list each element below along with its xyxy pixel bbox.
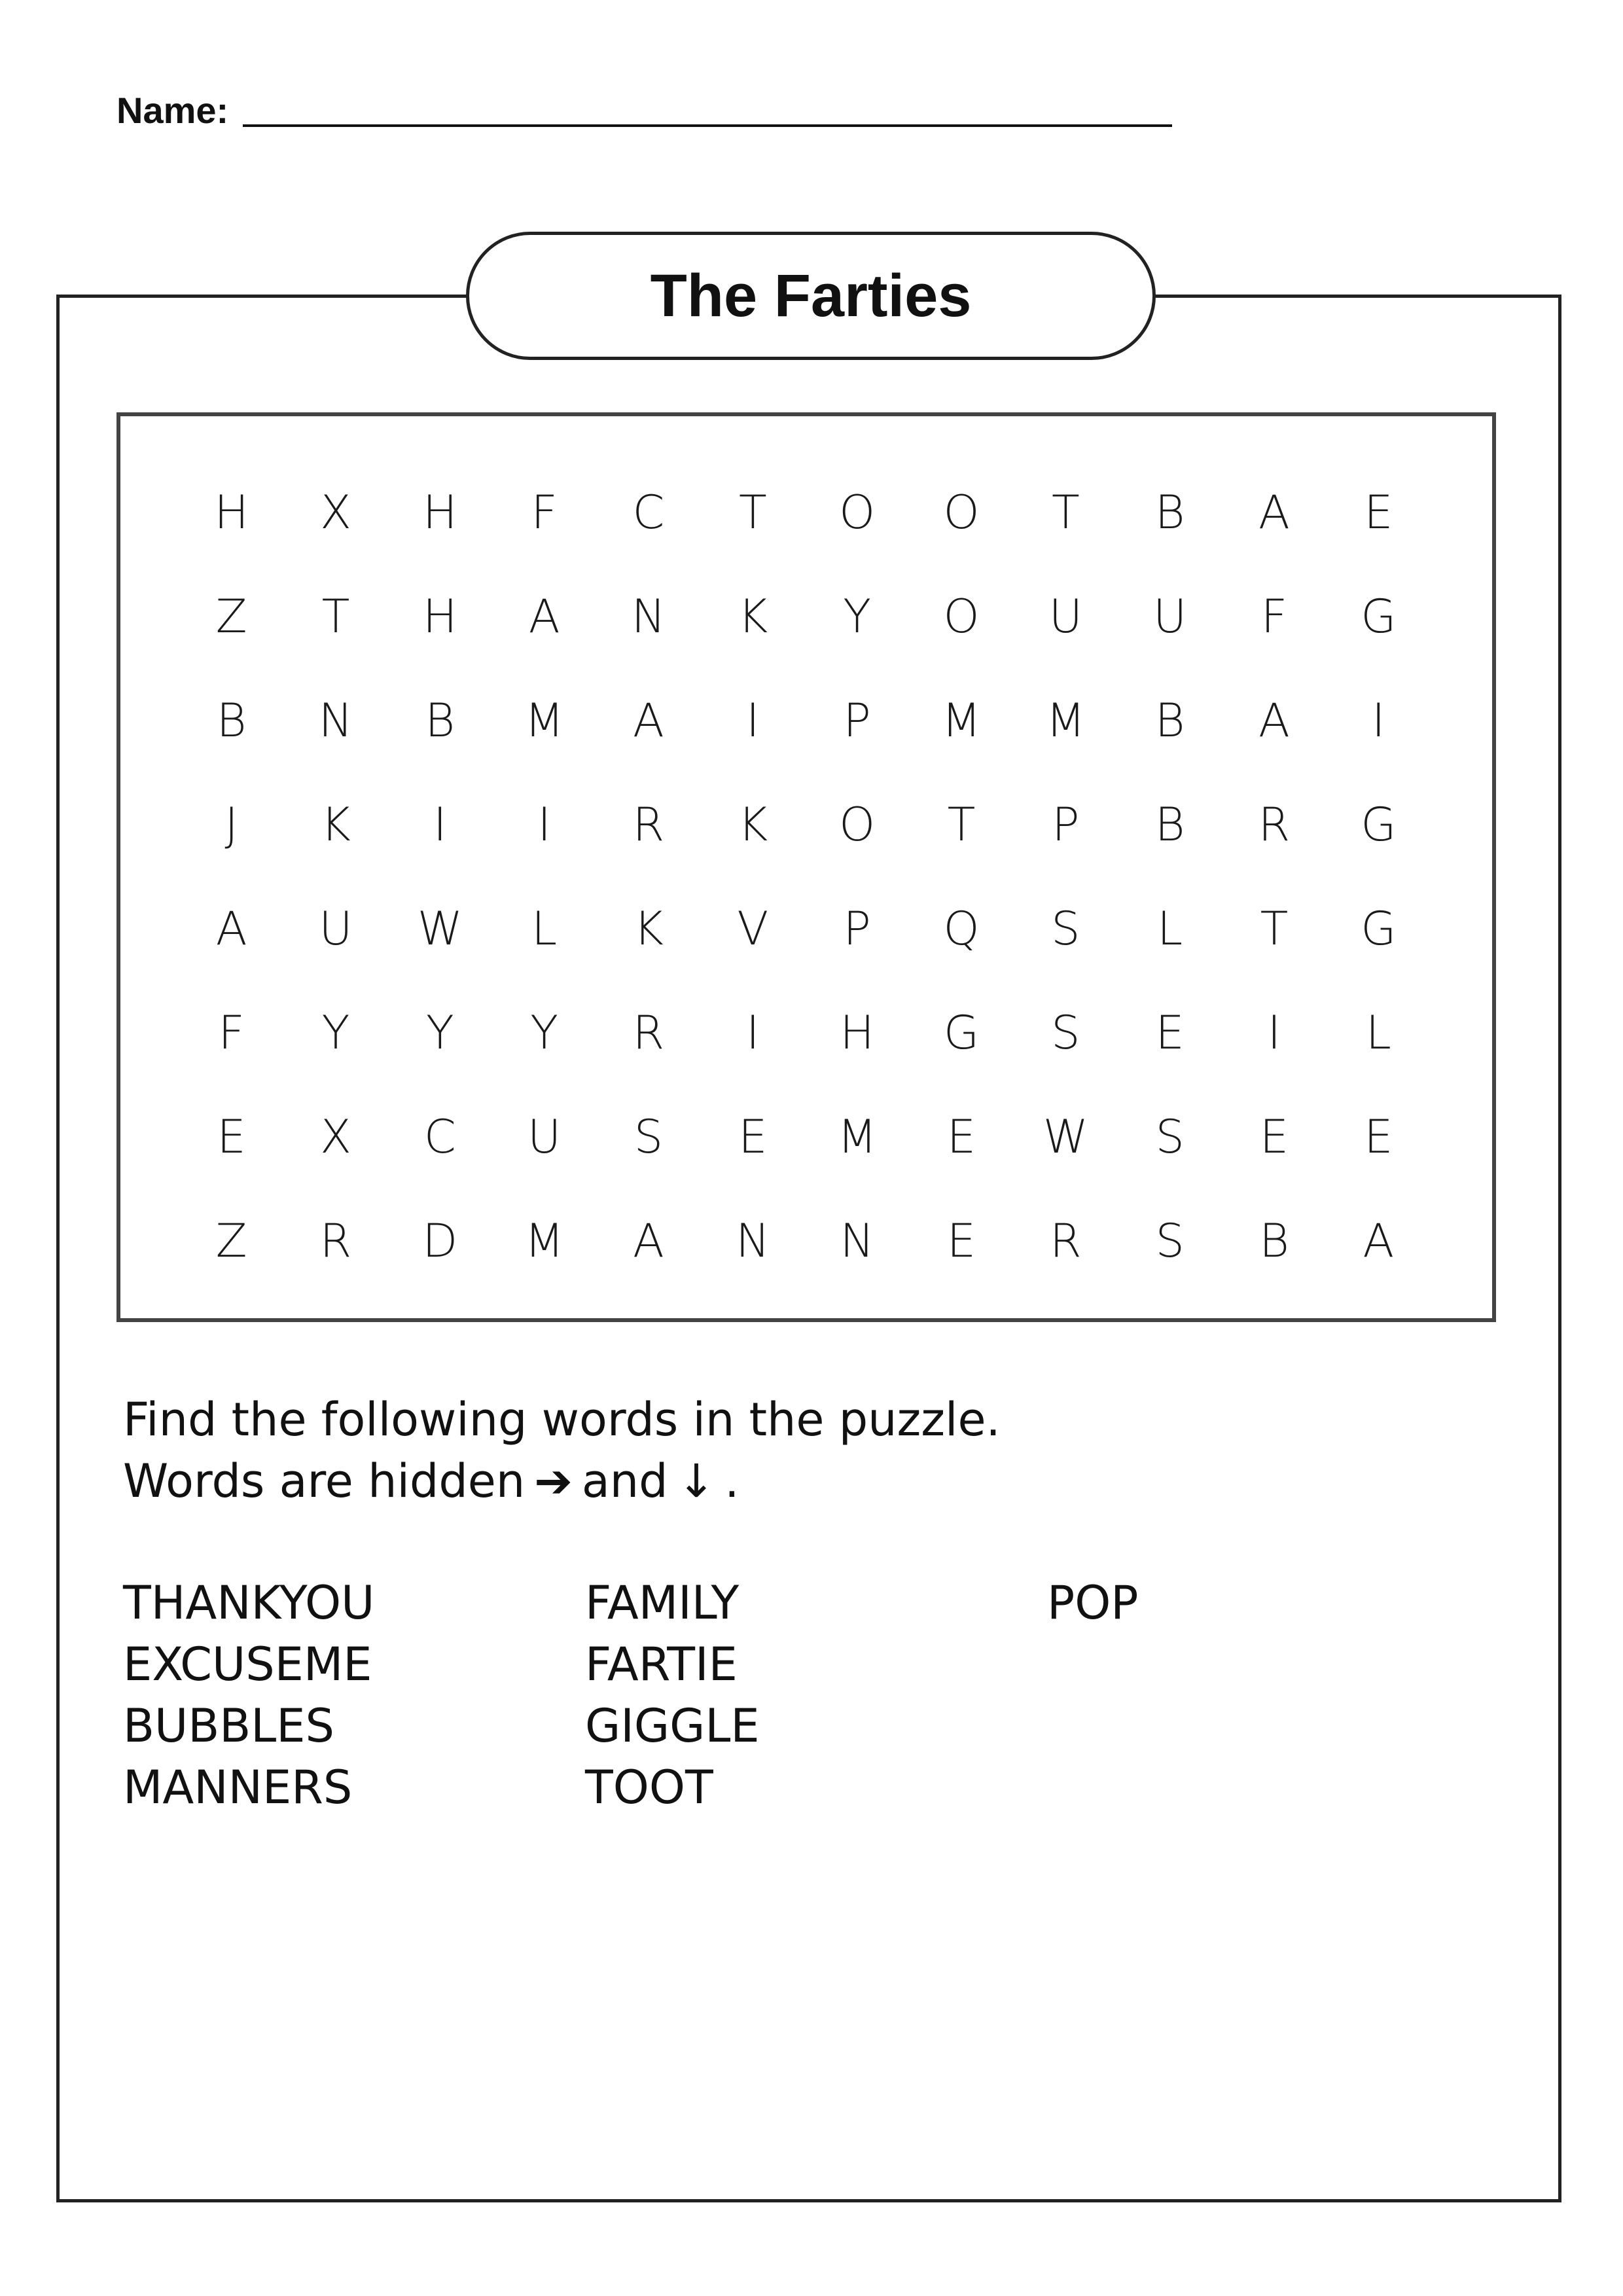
grid-letter: R	[319, 1213, 352, 1268]
grid-letter: P	[843, 693, 871, 747]
grid-letter: Y	[425, 1005, 454, 1060]
grid-letter: B	[1154, 797, 1185, 852]
grid-letter: A	[633, 1213, 664, 1268]
grid-letter: S	[1051, 901, 1080, 956]
grid-letter: Q	[943, 901, 980, 956]
grid-letter: H	[423, 589, 457, 643]
grid-letter: G	[943, 1005, 980, 1060]
grid-letter: A	[633, 693, 664, 747]
word-item: EXCUSEME	[123, 1638, 372, 1691]
grid-letter: I	[745, 1005, 760, 1060]
grid-letter: M	[524, 1213, 564, 1268]
grid-letter: S	[1155, 1213, 1185, 1268]
grid-letter: Y	[530, 1005, 559, 1060]
word-item: BUBBLES	[123, 1699, 334, 1753]
word-column-2	[585, 1572, 1047, 1818]
grid-letter: Z	[215, 589, 247, 643]
grid-letter: U	[1048, 589, 1082, 643]
grid-letter: F	[1260, 589, 1288, 643]
grid-letter: O	[839, 797, 876, 852]
grid-letter: A	[1258, 693, 1290, 747]
grid-letter: I	[745, 693, 760, 747]
title-banner	[466, 232, 1156, 360]
grid-letter: D	[422, 1213, 458, 1268]
grid-letter: N	[840, 1213, 874, 1268]
grid-letter: O	[943, 589, 980, 643]
name-field-row	[116, 88, 1172, 134]
grid-letter: E	[217, 1109, 246, 1164]
grid-letter: R	[632, 797, 665, 852]
grid-letter: N	[631, 589, 666, 643]
grid-letter: I	[537, 797, 551, 852]
grid-letter: B	[1259, 1213, 1289, 1268]
grid-letter: V	[737, 901, 769, 956]
grid-letter: E	[946, 1213, 976, 1268]
grid-letter: T	[1260, 901, 1289, 956]
arrow-right-icon: ➔	[534, 1454, 573, 1508]
grid-letter: H	[840, 1005, 874, 1060]
grid-letter: E	[1259, 1109, 1289, 1164]
word-column-1	[123, 1572, 585, 1818]
grid-letter: G	[1361, 901, 1397, 956]
name-label: Name:	[116, 90, 229, 131]
grid-letter: Y	[321, 1005, 350, 1060]
grid-letter: L	[531, 901, 558, 956]
instructions-line-2	[123, 1450, 1001, 1512]
grid-letter: B	[1154, 693, 1185, 747]
grid-letter: K	[738, 797, 768, 852]
word-column-3	[1047, 1572, 1309, 1818]
grid-letter: J	[224, 797, 238, 852]
grid-letter: I	[1267, 1005, 1281, 1060]
grid-letter: S	[1155, 1109, 1185, 1164]
grid-letter: H	[423, 485, 457, 539]
grid-letter: W	[417, 901, 463, 956]
grid-letter: X	[320, 1109, 351, 1164]
word-item: MANNERS	[123, 1761, 353, 1814]
grid-letter: N	[736, 1213, 770, 1268]
grid-letter: U	[319, 901, 353, 956]
instructions-and: and	[581, 1454, 668, 1508]
grid-letter: M	[837, 1109, 877, 1164]
grid-letter: F	[218, 1005, 245, 1060]
grid-letter: E	[1364, 1109, 1393, 1164]
grid-letter: N	[318, 693, 353, 747]
grid-letter: A	[1258, 485, 1290, 539]
grid-letter: O	[943, 485, 980, 539]
grid-letter: C	[632, 485, 665, 539]
word-item: TOOT	[585, 1761, 713, 1814]
grid-letter: H	[214, 485, 249, 539]
grid-letter: F	[531, 485, 558, 539]
grid-letter: T	[947, 797, 976, 852]
grid-letter: O	[839, 485, 876, 539]
grid-letter: I	[433, 797, 447, 852]
grid-letter: E	[1155, 1005, 1185, 1060]
instructions-period: .	[724, 1454, 740, 1508]
grid-letter: K	[738, 589, 768, 643]
page-title: The Farties	[650, 262, 972, 329]
word-item: FARTIE	[585, 1638, 738, 1691]
word-item: FAMILY	[585, 1576, 740, 1630]
instructions-prefix: Words are hidden	[123, 1454, 526, 1508]
grid-letter: R	[1050, 1213, 1082, 1268]
word-item: GIGGLE	[585, 1699, 760, 1753]
instructions	[123, 1389, 1001, 1512]
instructions-line-1	[123, 1389, 1001, 1450]
grid-letter: T	[321, 589, 350, 643]
word-item: POP	[1047, 1576, 1139, 1630]
grid-letter: M	[941, 693, 982, 747]
grid-letter: E	[1364, 485, 1393, 539]
grid-letter: B	[425, 693, 455, 747]
word-item: THANKYOU	[123, 1576, 375, 1630]
arrow-down-icon: ↓	[677, 1454, 716, 1508]
letter-grid	[179, 460, 1431, 1293]
grid-letter: Z	[215, 1213, 247, 1268]
grid-letter: W	[1043, 1109, 1088, 1164]
grid-letter: B	[216, 693, 247, 747]
grid-letter: Y	[843, 589, 872, 643]
grid-letter: A	[215, 901, 247, 956]
grid-letter: T	[738, 485, 767, 539]
grid-letter: G	[1361, 797, 1397, 852]
grid-letter: M	[1046, 693, 1086, 747]
grid-letter: L	[1365, 1005, 1391, 1060]
grid-letter: M	[524, 693, 564, 747]
name-underline[interactable]	[243, 124, 1172, 127]
grid-letter: T	[1051, 485, 1080, 539]
grid-letter: E	[946, 1109, 976, 1164]
grid-letter: K	[633, 901, 664, 956]
grid-letter: A	[528, 589, 560, 643]
grid-letter: U	[1153, 589, 1187, 643]
grid-letter: U	[527, 1109, 562, 1164]
grid-letter: K	[321, 797, 351, 852]
grid-letter: X	[320, 485, 351, 539]
grid-letter: A	[1363, 1213, 1395, 1268]
grid-letter: C	[423, 1109, 456, 1164]
grid-letter: R	[632, 1005, 665, 1060]
grid-letter: G	[1361, 589, 1397, 643]
grid-letter: S	[1051, 1005, 1080, 1060]
instructions-text: Find the following words in the puzzle.	[123, 1393, 1001, 1446]
grid-letter: E	[738, 1109, 768, 1164]
word-list	[123, 1572, 1309, 1818]
grid-letter: B	[1154, 485, 1185, 539]
grid-letter: L	[1157, 901, 1183, 956]
grid-letter: R	[1258, 797, 1291, 852]
grid-letter: P	[1052, 797, 1080, 852]
grid-letter: I	[1371, 693, 1385, 747]
grid-letter: S	[633, 1109, 664, 1164]
grid-letter: P	[843, 901, 871, 956]
